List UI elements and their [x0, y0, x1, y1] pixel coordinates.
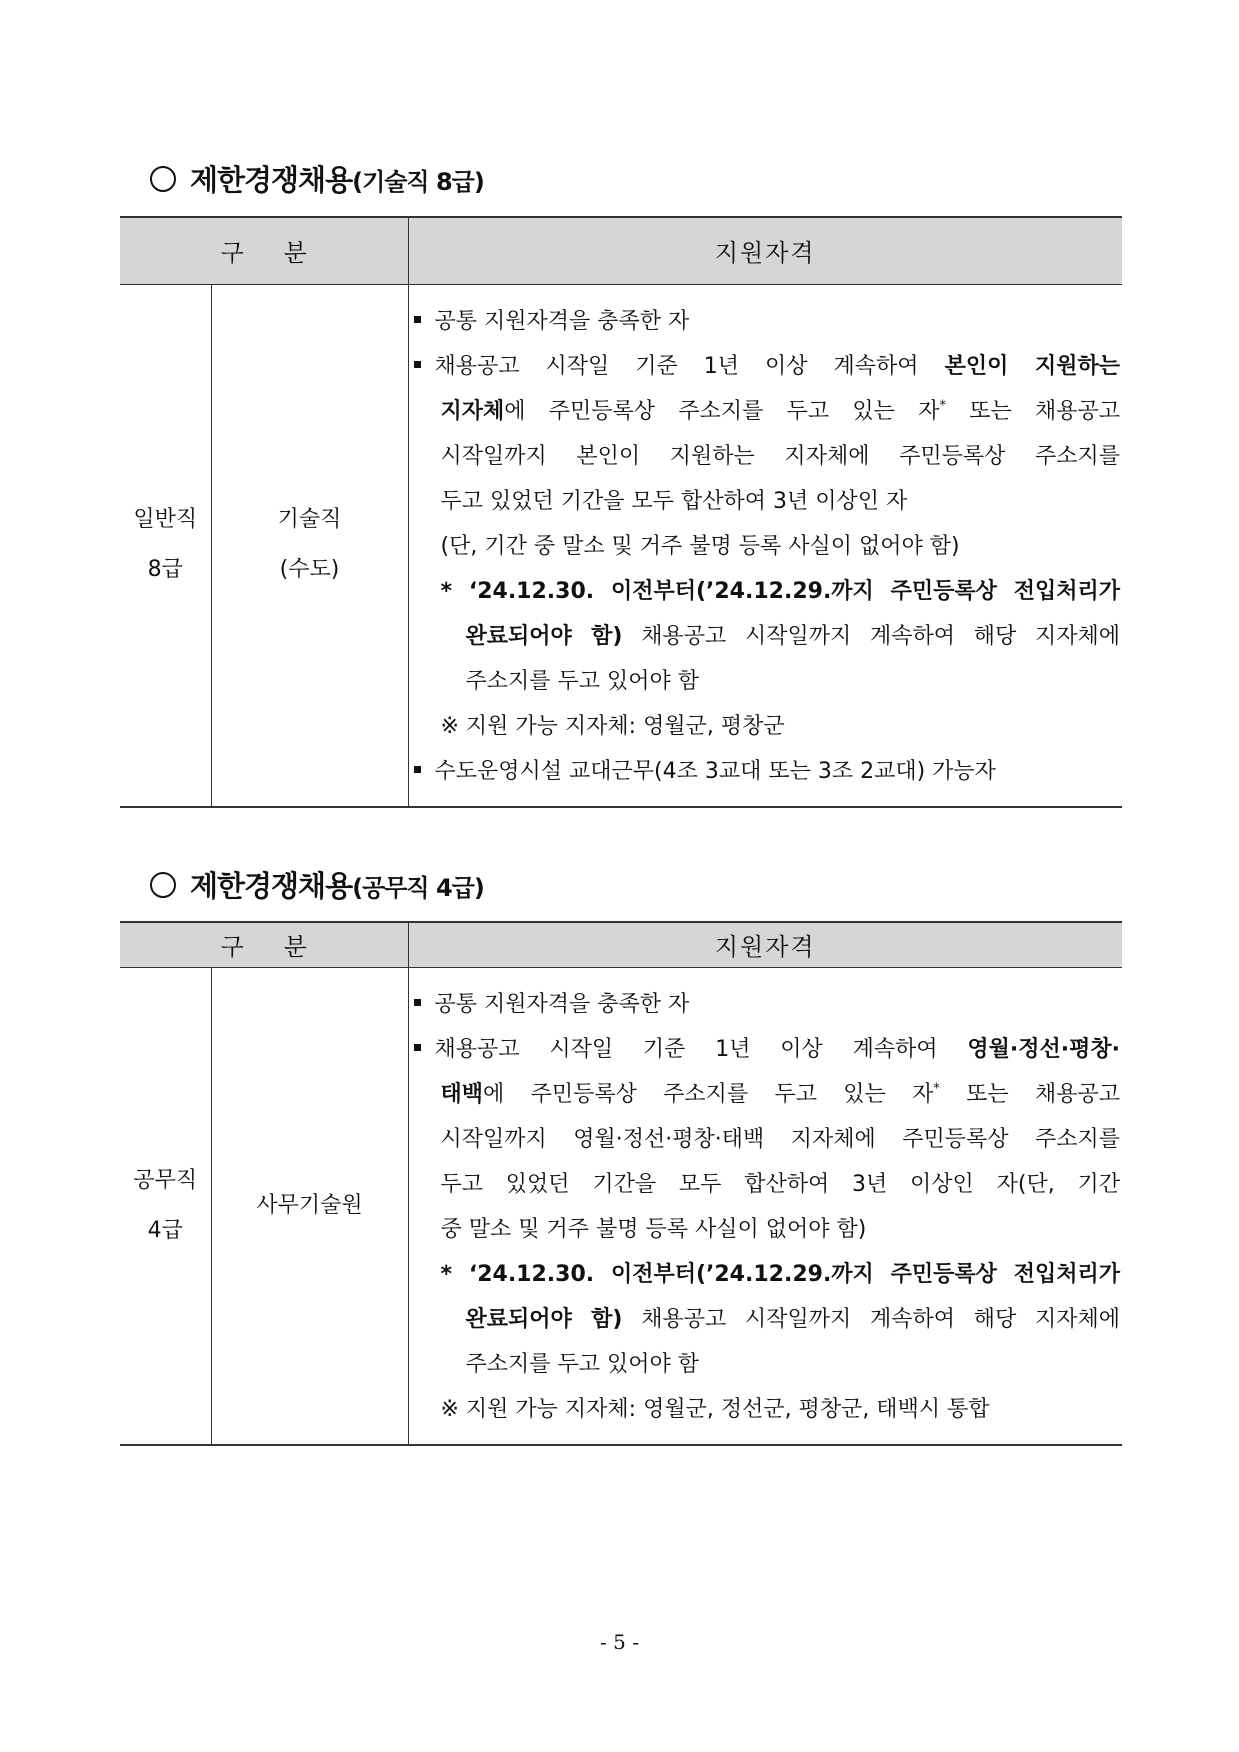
section-title-technical-8: [150, 158, 484, 199]
table-row: [120, 284, 1122, 807]
qualification-line: 공통 지원자격을 충족한 자: [409, 982, 1121, 1027]
qualification-line: 채용공고 시작일 기준 1년 이상 계속하여 영월·정선·평창·: [409, 1027, 1121, 1072]
job-type-cell: [211, 284, 408, 807]
qualification-line: ※ 지원 가능 지자체: 영월군, 평창군: [440, 713, 785, 739]
header-qualification: 지원자격: [408, 922, 1122, 967]
square-bullet-icon: [414, 361, 421, 368]
job-type-line: 기술직: [277, 507, 342, 532]
category-cell: [120, 284, 211, 807]
section-title-main: 제한경쟁채용: [190, 869, 353, 903]
qualification-line: * ‘24.12.30. 이전부터(’24.12.29.까지 주민등록상 전입처리가: [440, 1261, 1120, 1287]
square-bullet-icon: [414, 1044, 421, 1051]
qualification-line: 두고 있었던 기간을 모두 합산하여 3년 이상인 자(단, 기간: [440, 1171, 1120, 1197]
qualification-cell: [408, 967, 1122, 1445]
page-number: - 5 -: [600, 1630, 639, 1654]
section-title-sub: (기술직 8급): [352, 168, 484, 196]
square-bullet-icon: [414, 999, 421, 1006]
category-line: 일반직: [133, 507, 198, 532]
circle-bullet-icon: [150, 872, 176, 898]
category-line: 4급: [147, 1217, 183, 1243]
table-header-row: [120, 922, 1122, 967]
requirements-table-public-4: [120, 921, 1122, 1446]
job-type-line: 사무기술원: [256, 1192, 363, 1218]
qualification-line: 지자체에 주민등록상 주소지를 두고 있는 자* 또는 채용공고: [440, 398, 1121, 424]
requirements-table-technical-8: [120, 216, 1122, 808]
section-title-public-4: [150, 864, 484, 905]
qualification-line: 시작일까지 영월·정선·평창·태백 지자체에 주민등록상 주소지를: [440, 1126, 1120, 1152]
category-cell: [120, 967, 211, 1445]
qualification-line: 채용공고 시작일 기준 1년 이상 계속하여 본인이 지원하는: [409, 344, 1121, 389]
qualification-line: (단, 기간 중 말소 및 거주 불명 등록 사실이 없어야 함): [440, 533, 960, 559]
qualification-line: 완료되어야 함) 채용공고 시작일까지 계속하여 해당 지자체에: [465, 1306, 1120, 1332]
category-line: 8급: [147, 557, 183, 582]
qualification-line: ※ 지원 가능 지자체: 영월군, 정선군, 평창군, 태백시 통합: [440, 1396, 990, 1422]
category-line: 공무직: [133, 1167, 198, 1193]
table-header-row: [120, 217, 1122, 284]
job-type-line: (수도): [279, 557, 340, 582]
qualification-line: 중 말소 및 거주 불명 등록 사실이 없어야 함): [440, 1216, 867, 1242]
qualification-line: 두고 있었던 기간을 모두 합산하여 3년 이상인 자: [440, 488, 908, 514]
qualification-line: 시작일까지 본인이 지원하는 지자체에 주민등록상 주소지를: [440, 443, 1120, 469]
header-category: 구분: [120, 922, 408, 967]
qualification-line: 태백에 주민등록상 주소지를 두고 있는 자* 또는 채용공고: [440, 1081, 1120, 1107]
qualification-line: 완료되어야 함) 채용공고 시작일까지 계속하여 해당 지자체에: [465, 623, 1120, 649]
table-row: [120, 967, 1122, 1445]
qualification-cell: [408, 284, 1122, 807]
section-title-sub: (공무직 4급): [352, 874, 484, 902]
header-qualification: 지원자격: [408, 217, 1122, 284]
qualification-line: 공통 지원자격을 충족한 자: [409, 299, 1121, 344]
circle-bullet-icon: [150, 166, 176, 192]
square-bullet-icon: [414, 766, 421, 773]
qualification-line: * ‘24.12.30. 이전부터(’24.12.29.까지 주민등록상 전입처리가: [440, 578, 1120, 604]
qualification-line: 주소지를 두고 있어야 함: [465, 668, 700, 694]
qualification-line: 수도운영시설 교대근무(4조 3교대 또는 3조 2교대) 가능자: [409, 749, 1121, 794]
header-category: 구분: [120, 217, 408, 284]
job-type-cell: [211, 967, 408, 1445]
square-bullet-icon: [414, 316, 421, 323]
qualification-line: 주소지를 두고 있어야 함: [465, 1351, 700, 1377]
section-title-main: 제한경쟁채용: [190, 163, 353, 197]
